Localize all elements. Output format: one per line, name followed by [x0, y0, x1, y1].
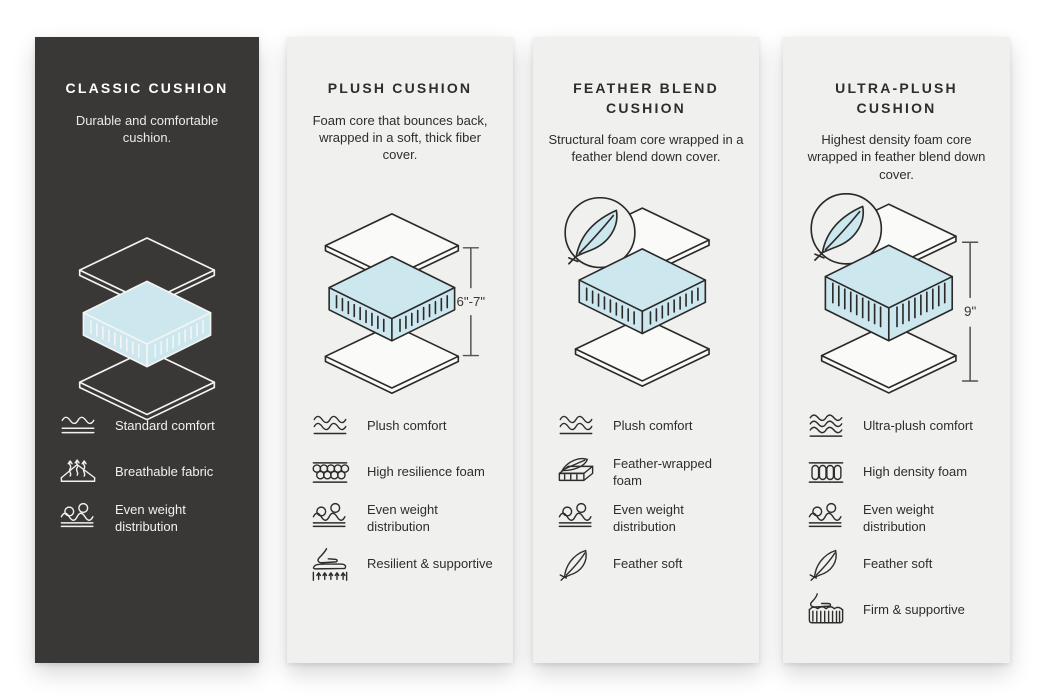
density-foam-icon — [803, 455, 849, 490]
feature-list — [307, 409, 503, 582]
feature-label: Ultra-plush comfort — [863, 418, 973, 434]
feature-label: Feather soft — [863, 556, 933, 572]
card-description: Durable and comfortable cushion. — [75, 112, 219, 145]
wave-icon — [307, 409, 353, 444]
card-description: Structural foam core wrapped in a feather blend down cover. — [548, 132, 744, 165]
cushion-layers-icon — [557, 197, 735, 396]
cushion-layers-icon — [61, 229, 233, 425]
cushion-diagram — [533, 197, 759, 396]
height-measurement — [457, 248, 486, 356]
card-feather-blend-cushion — [533, 37, 759, 663]
feature-list — [803, 409, 1000, 628]
cushion-layers-icon — [307, 205, 493, 398]
even-weight-icon — [803, 501, 849, 536]
feature-label: Even weight distribution — [367, 501, 438, 534]
feature-item — [307, 547, 503, 582]
feature-item — [307, 409, 503, 444]
cushion-diagram — [35, 229, 259, 425]
even-weight-icon — [307, 501, 353, 536]
feature-item — [803, 455, 1000, 490]
card-classic-cushion — [35, 37, 259, 663]
feature-item — [553, 547, 749, 582]
feature-label: Even weight distribution — [613, 501, 684, 534]
feature-list — [553, 409, 749, 582]
feature-item — [803, 547, 1000, 582]
feature-label: Feather soft — [613, 556, 683, 572]
firm-supportive-icon — [803, 593, 849, 628]
card-plush-cushion — [287, 37, 513, 663]
even-weight-icon — [55, 501, 101, 536]
wave-icon — [803, 409, 849, 444]
card-description: Foam core that bounces back, wrapped in a soft, thick fiber cover. — [312, 112, 488, 163]
feature-item — [803, 501, 1000, 536]
feature-label: High density foam — [863, 464, 968, 480]
feature-item — [55, 455, 249, 490]
feature-item — [55, 501, 249, 536]
feature-item — [553, 409, 749, 444]
height-measurement-label: 6"-7" — [456, 294, 486, 310]
breathable-icon — [55, 455, 101, 490]
cushion-diagram — [783, 193, 1010, 400]
height-measurement — [962, 242, 977, 381]
feature-item — [307, 455, 503, 490]
wave-icon — [55, 409, 101, 444]
wave-icon — [553, 409, 599, 444]
feature-label: Plush comfort — [613, 418, 693, 434]
feature-item — [553, 455, 749, 490]
card-title: FEATHER BLEND CUSHION — [573, 80, 719, 116]
feature-label: Feather-wrapped foam — [613, 455, 712, 488]
card-ultra-plush-cushion — [783, 37, 1010, 663]
feature-item — [803, 409, 1000, 444]
feature-item — [553, 501, 749, 536]
feature-label: Standard comfort — [115, 418, 215, 434]
cushion-layers-icon — [803, 193, 991, 400]
feather-wrapped-foam-icon — [553, 455, 599, 490]
resilient-supportive-icon — [307, 547, 353, 582]
height-measurement-label: 9" — [963, 304, 976, 320]
feather-icon — [803, 547, 849, 582]
feature-label: Firm & supportive — [863, 602, 965, 618]
feature-item — [307, 501, 503, 536]
card-description: Highest density foam core wrapped in feather blend down cover. — [807, 132, 986, 182]
card-title: ULTRA-PLUSH CUSHION — [835, 80, 958, 116]
even-weight-icon — [553, 501, 599, 536]
feature-label: High resilience foam — [367, 464, 485, 480]
feature-item — [55, 409, 249, 444]
feature-list — [55, 409, 249, 536]
card-title: PLUSH CUSHION — [327, 80, 473, 96]
feature-label: Plush comfort — [367, 418, 447, 434]
cushion-diagram — [287, 205, 513, 398]
feature-label: Even weight distribution — [863, 501, 934, 534]
feature-label: Even weight distribution — [115, 501, 186, 534]
feature-label: Breathable fabric — [115, 464, 214, 480]
honeycomb-foam-icon — [307, 455, 353, 490]
card-title: CLASSIC CUSHION — [65, 80, 229, 96]
feature-label: Resilient & supportive — [367, 556, 493, 572]
feather-icon — [553, 547, 599, 582]
feature-item — [803, 593, 1000, 628]
